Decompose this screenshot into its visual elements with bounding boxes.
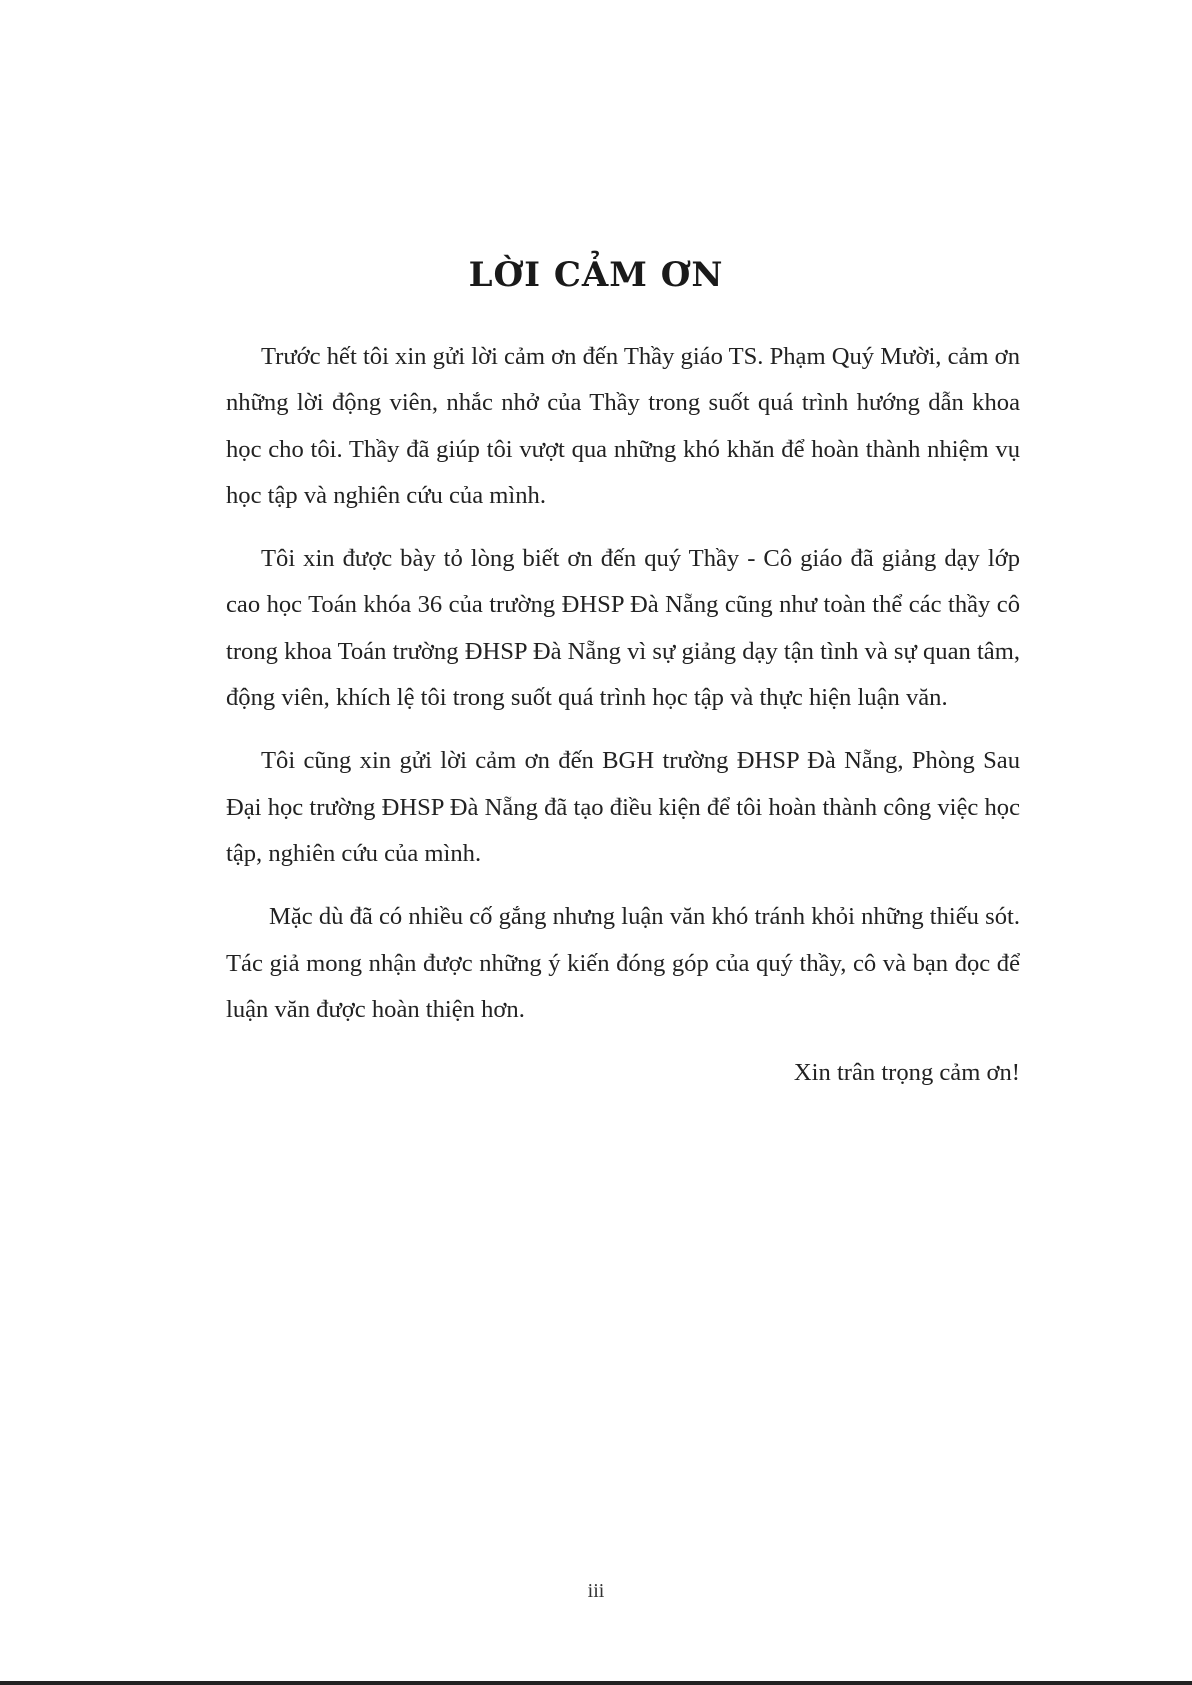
paragraph-3: Tôi cũng xin gửi lời cảm ơn đến BGH trường ĐHSP Đà Nẵng, Phòng Sau Đại học trường ĐHSP Đà Nẵng đã tạo điều kiện để tôi hoàn thành công việc học tập, nghiên cứu của mình. <box>226 747 1020 867</box>
closing-line: Xin trân trọng cảm ơn! <box>793 1059 1020 1087</box>
page-title: LỜI CẢM ƠN <box>468 255 724 295</box>
paragraph-4: Mặc dù đã có nhiều cố gắng nhưng luận văn khó tránh khỏi những thiếu sót. Tác giả mong nhận được những ý kiến đóng góp của quý thầy, cô và bạn đọc để luận văn được hoàn thiện hơn. <box>226 903 1020 1023</box>
bottom-border <box>0 1681 1192 1685</box>
page-number: iii <box>587 1580 605 1602</box>
acknowledgement-body <box>226 334 1020 1096</box>
paragraph-1: Trước hết tôi xin gửi lời cảm ơn đến Thầy giáo TS. Phạm Quý Mười, cảm ơn những lời động viên, nhắc nhở của Thầy trong suốt quá trình hướng dẫn khoa học cho tôi. Thầy đã giúp tôi vượt qua những khó khăn để hoàn thành nhiệm vụ học tập và nghiên cứu của mình. <box>226 343 1020 509</box>
paragraph-2: Tôi xin được bày tỏ lòng biết ơn đến quý Thầy - Cô giáo đã giảng dạy lớp cao học Toán khóa 36 của trường ĐHSP Đà Nẵng cũng như toàn thể các thầy cô trong khoa Toán trường ĐHSP Đà Nẵng vì sự giảng dạy tận tình và sự quan tâm, động viên, khích lệ tôi trong suốt quá trình học tập và thực hiện luận văn. <box>226 545 1020 712</box>
